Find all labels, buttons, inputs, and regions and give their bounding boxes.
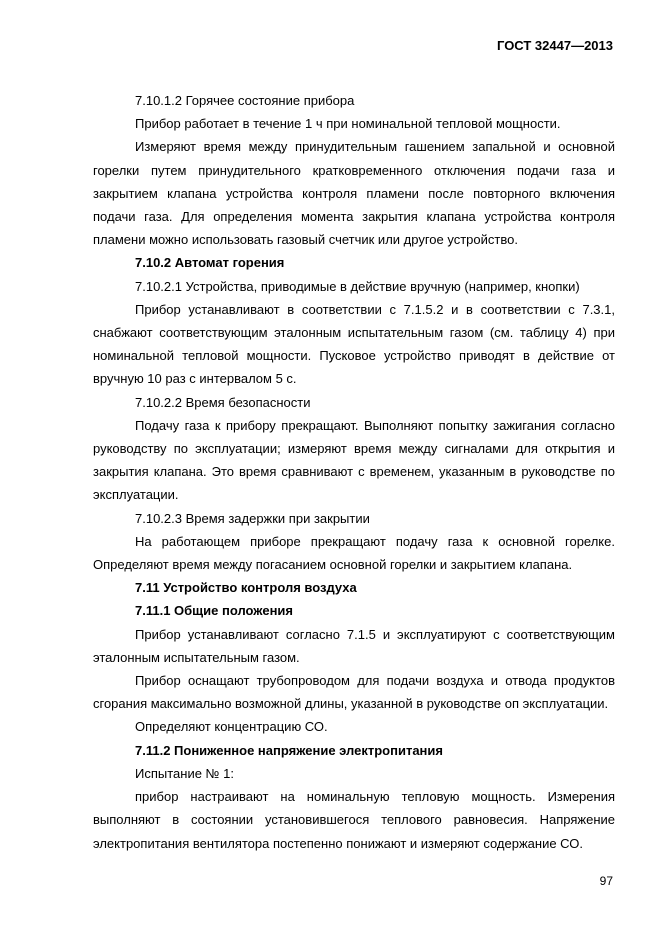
paragraph: Испытание № 1:: [135, 765, 234, 781]
paragraph: Прибор оснащают трубопроводом для подачи воздуха и отвода продуктов сгорания максимально возможной длины, указанной в руководстве оп эксплуатации.: [93, 673, 615, 712]
section-heading-7-10-2: 7.10.2 Автомат горения: [135, 255, 285, 271]
paragraph: прибор настраивают на номинальную тепловую мощность. Измерения выполняют в состоянии установившегося теплового равновесия. Напряжение электропитания вентилятора постепенно понижают и измеряют содержание СО.: [93, 789, 615, 851]
paragraph: Измеряют время между принудительным гашением запальной и основной горелки путем принудительного кратковременного отключения подачи газа и закрытием клапана устройства контроля пламени после повторного включения подачи газа. Для определения момента закрытия клапана устройства контроля пламени можно использовать газовый счетчик или другое устройство.: [93, 139, 615, 248]
paragraph: Прибор работает в течение 1 ч при номинальной тепловой мощности.: [135, 116, 561, 132]
paragraph-7-10-2-2-heading: 7.10.2.2 Время безопасности: [135, 394, 311, 410]
paragraph-7-10-2-3-heading: 7.10.2.3 Время задержки при закрытии: [135, 510, 370, 526]
paragraph-7-10-2-1-heading: 7.10.2.1 Устройства, приводимые в действие вручную (например, кнопки): [135, 278, 580, 294]
paragraph: На работающем приборе прекращают подачу газа к основной горелке. Определяют время между погасанием основной горелки и закрытием клапана.: [93, 533, 615, 573]
page-body: [93, 89, 615, 855]
section-heading-7-11-1: 7.11.1 Общие положения: [135, 603, 294, 619]
document-header: ГОСТ 32447—2013: [497, 38, 613, 53]
paragraph: Подачу газа к прибору прекращают. Выполняют попытку зажигания согласно руководству по эксплуатации; измеряют время между сигналами для открытия и закрытия клапана. Это время сравнивают с временем, указанным в руководстве по эксплуатации.: [93, 417, 615, 503]
paragraph-7-10-1-2-heading: 7.10.1.2 Горячее состояние прибора: [135, 93, 355, 108]
section-heading-7-11: 7.11 Устройство контроля воздуха: [135, 580, 357, 596]
paragraph: Прибор устанавливают в соответствии с 7.1.5.2 и в соответствии с 7.3.1, снабжают соответствующим эталонным испытательным газом (см. таблицу 4) при номинальной тепловой мощности. Пусковое устройство приводят в действие от вручную 10 раз с интервалом 5 с.: [93, 301, 615, 387]
paragraph: Определяют концентрацию СО.: [135, 719, 328, 735]
paragraph: Прибор устанавливают согласно 7.1.5 и эксплуатируют с соответствующим эталонным испытательным газом.: [93, 626, 615, 665]
section-heading-7-11-2: 7.11.2 Пониженное напряжение электропитания: [135, 742, 443, 758]
page-number: 97: [599, 874, 613, 888]
